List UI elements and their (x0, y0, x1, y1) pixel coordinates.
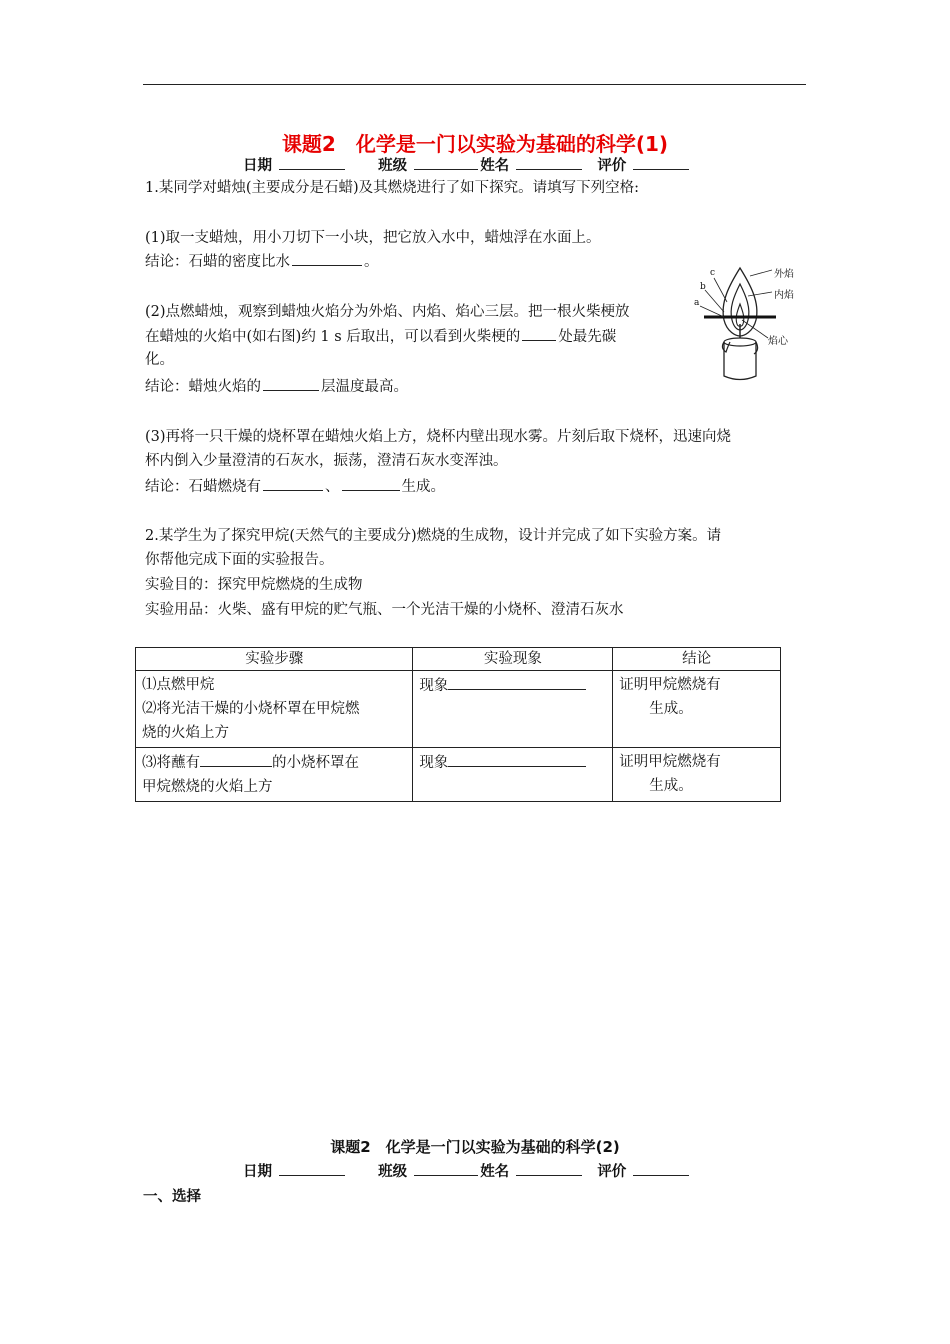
q1-conclusion3: 结论：石蜡燃烧有 、 生成。 (145, 476, 445, 497)
date-label: 日期 (243, 158, 272, 174)
header-phenomenon: 实验现象 (413, 648, 613, 671)
q2-line2: 你帮他完成下面的实验报告。 (145, 552, 334, 568)
class-blank[interactable] (414, 155, 478, 170)
row1-conclusion: 证明甲烷燃烧有 生成。 (613, 671, 781, 748)
page-title: 课题2 化学是一门以实验为基础的科学(1) (281, 132, 669, 156)
header-steps: 实验步骤 (136, 648, 413, 671)
inner-flame-label: 内焰 (774, 290, 794, 301)
row1-steps: ⑴点燃甲烷 ⑵将光洁干燥的小烧杯罩在甲烷燃 烧的火焰上方 (136, 671, 413, 748)
class-blank[interactable] (414, 1161, 478, 1176)
eval-blank[interactable] (633, 155, 689, 170)
q1-part1: (1)取一支蜡烛，用小刀切下一小块，把它放入水中，蜡烛浮在水面上。 (145, 230, 601, 246)
header-conclusion: 结论 (613, 648, 781, 671)
q1-part3-line1: (3)再将一只干燥的烧杯罩在蜡烛火焰上方，烧杯内壁出现水雾。片刻后取下烧杯，迅速向烧 (145, 429, 732, 445)
page-title-2: 课题2 化学是一门以实验为基础的科学(2) (330, 1138, 620, 1156)
table-header-row (136, 648, 781, 671)
class-label: 班级 (378, 1164, 408, 1180)
experiment-table (135, 647, 781, 802)
q1-conclusion2: 结论：蜡烛火焰的 层温度最高。 (145, 376, 408, 397)
date-blank[interactable] (279, 155, 345, 170)
product1-blank[interactable] (263, 476, 323, 491)
table-row (136, 748, 781, 802)
label-a: a (694, 298, 700, 308)
eval-label: 评价 (597, 1164, 627, 1180)
row1-phenomenon: 现象 (413, 671, 613, 748)
q1-part2-line3: 化。 (145, 352, 174, 368)
carbonize-blank[interactable] (522, 326, 556, 341)
name-label: 姓名 (480, 158, 510, 174)
candle-flame-icon (694, 262, 804, 384)
label-b: b (700, 282, 706, 292)
candle-flame-figure (694, 262, 804, 384)
class-label: 班级 (378, 158, 408, 174)
info-line-2 (243, 1160, 691, 1181)
row2-reagent-blank[interactable] (200, 750, 272, 767)
row2-steps: ⑶将蘸有 的小烧杯罩在 甲烷燃烧的火焰上方 (136, 748, 413, 802)
section-heading: 一、选择 (143, 1189, 201, 1205)
q2-line1: 2.某学生为了探究甲烷(天然气的主要成分)燃烧的生成物，设计并完成了如下实验方案。请 (145, 528, 722, 544)
date-blank[interactable] (279, 1161, 345, 1176)
q1-part3-line2: 杯内倒入少量澄清的石灰水，振荡，澄清石灰水变浑浊。 (145, 453, 508, 469)
label-c: c (710, 268, 716, 278)
row2-phenomenon-blank[interactable] (448, 750, 586, 767)
name-blank[interactable] (516, 155, 582, 170)
date-label: 日期 (243, 1164, 272, 1180)
row1-phenomenon-blank[interactable] (448, 673, 586, 690)
q1-part2-line1: (2)点燃蜡烛，观察到蜡烛火焰分为外焰、内焰、焰心三层。把一根火柴梗放 (145, 304, 630, 320)
flame-layer-blank[interactable] (263, 376, 319, 391)
info-line (243, 154, 691, 175)
row2-conclusion: 证明甲烷燃烧有 生成。 (613, 748, 781, 802)
top-rule (143, 84, 806, 85)
eval-label: 评价 (597, 158, 627, 174)
density-blank[interactable] (292, 251, 362, 266)
outer-flame-label: 外焰 (774, 269, 794, 280)
eval-blank[interactable] (633, 1161, 689, 1176)
q2-materials: 实验用品：火柴、盛有甲烷的贮气瓶、一个光洁干燥的小烧杯、澄清石灰水 (145, 602, 624, 618)
q2-purpose: 实验目的：探究甲烷燃烧的生成物 (145, 577, 363, 593)
q1-intro: 1.某同学对蜡烛(主要成分是石蜡)及其燃烧进行了如下探究。请填写下列空格: (145, 180, 640, 196)
core-flame-label: 焰心 (768, 336, 788, 347)
q1-conclusion1: 结论：石蜡的密度比水 。 (145, 251, 379, 272)
name-blank[interactable] (516, 1161, 582, 1176)
name-label: 姓名 (480, 1164, 510, 1180)
row2-phenomenon: 现象 (413, 748, 613, 802)
product2-blank[interactable] (342, 476, 400, 491)
table-row (136, 671, 781, 748)
q1-part2-line2: 在蜡烛的火焰中(如右图)约 1 s 后取出，可以看到火柴梗的 处最先碳 (145, 326, 616, 347)
